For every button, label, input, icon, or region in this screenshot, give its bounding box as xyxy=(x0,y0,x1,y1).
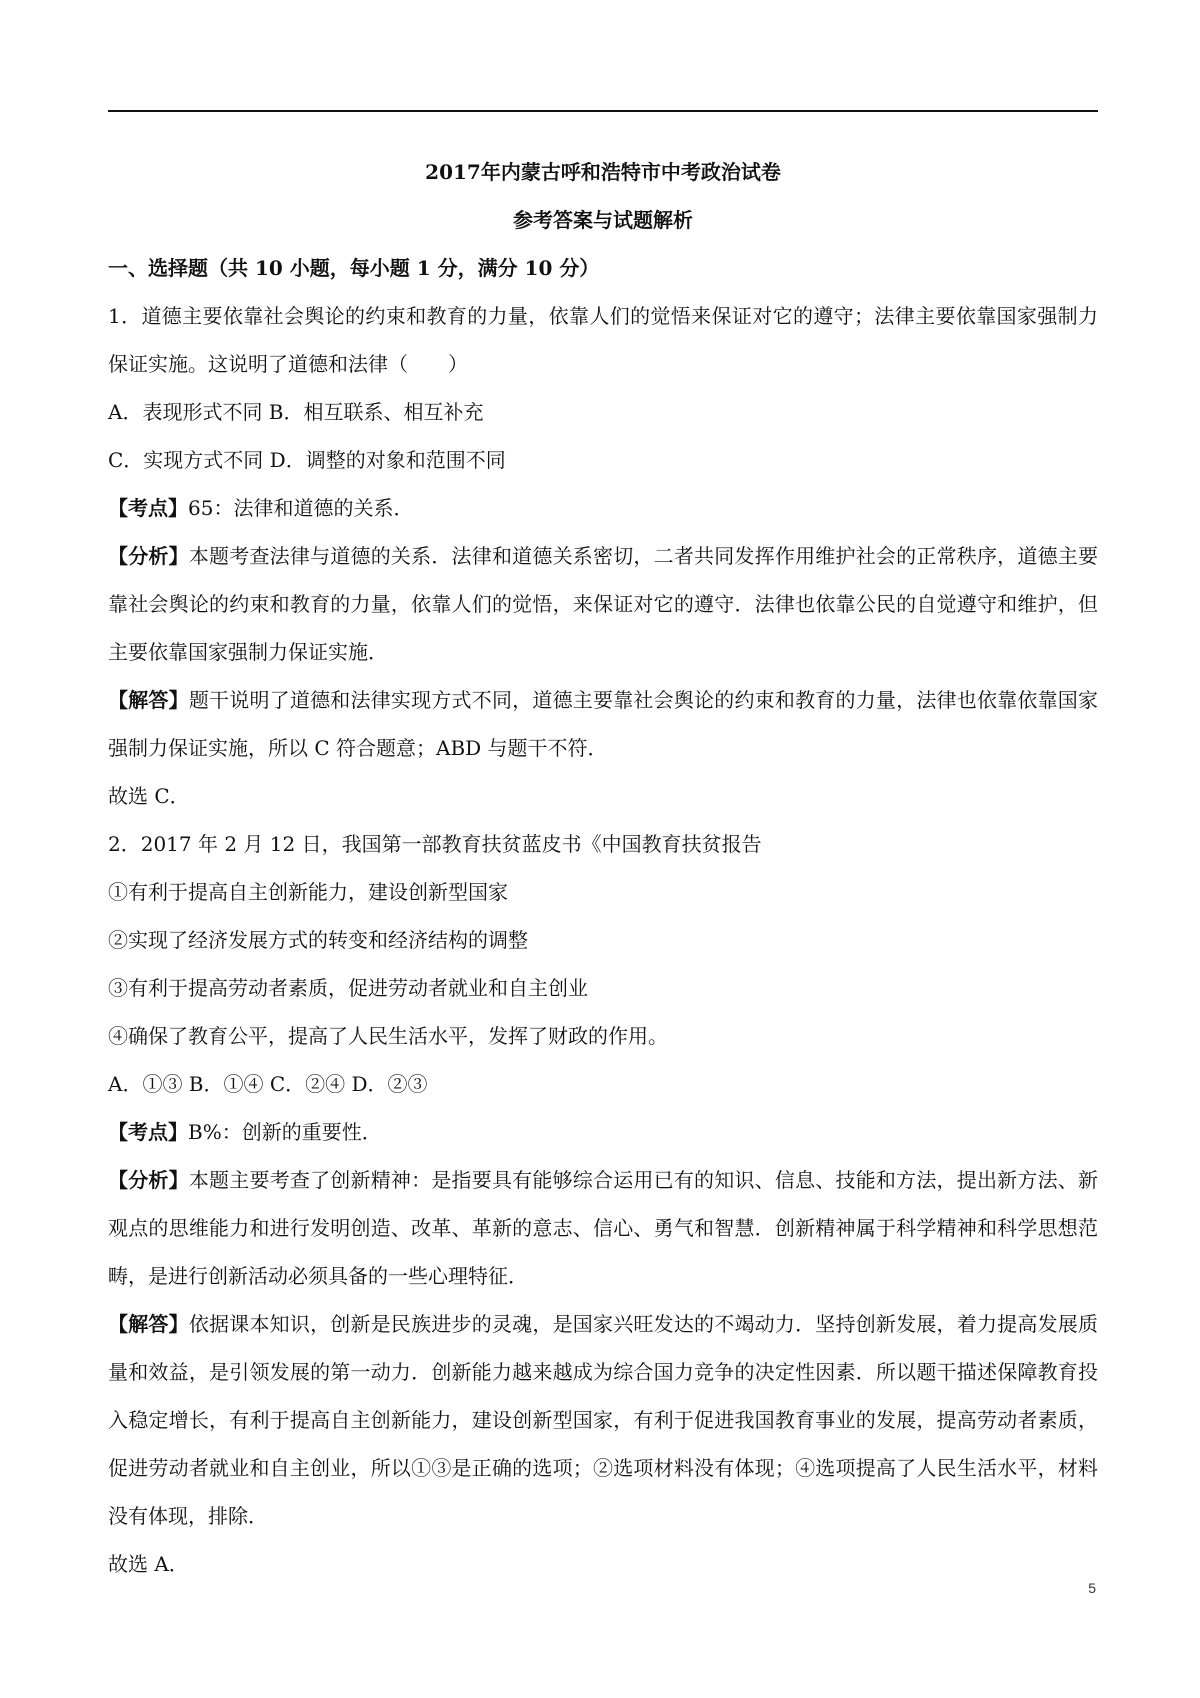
question-2-item-2: ②实现了经济发展方式的转变和经济结构的调整 xyxy=(108,928,528,952)
question-2-stem: 2．2017 年 2 月 12 日，我国第一部教育扶贫蓝皮书《中国教育扶贫报告 xyxy=(108,832,762,856)
question-1-stem: 1．道德主要依靠社会舆论的约束和教育的力量，依靠人们的觉悟来保证对它的遵守；法律主要依靠国家强制力保证实施。这说明了道德和法律（ ） xyxy=(108,304,1098,376)
document-body xyxy=(108,148,1098,1588)
question-1-point xyxy=(108,484,1098,532)
point-tag: 【考点】 xyxy=(108,496,188,520)
question-2-options: A．①③ B．①④ C．②④ D．②③ xyxy=(108,1072,428,1096)
question-1-options-cd: C．实现方式不同 D．调整的对象和范围不同 xyxy=(108,448,506,472)
question-2-point xyxy=(108,1108,1098,1156)
question-2-choice: 故选 A． xyxy=(108,1552,189,1576)
question-1-analysis xyxy=(108,532,1098,676)
analysis-tag: 【分析】 xyxy=(108,1168,189,1192)
header-rule xyxy=(108,110,1098,112)
question-2 xyxy=(108,820,1098,1588)
question-1-choice: 故选 C． xyxy=(108,784,190,808)
question-2-analysis xyxy=(108,1156,1098,1300)
question-1-options-ab: A．表现形式不同 B．相互联系、相互补充 xyxy=(108,400,484,424)
analysis-text: 本题考查法律与道德的关系．法律和道德关系密切，二者共同发挥作用维护社会的正常秩序，道德主要靠社会舆论的约束和教育的力量，依靠人们的觉悟，来保证对它的遵守．法律也依靠公民的自觉遵守和维护，但主要依靠国家强制力保证实施． xyxy=(108,544,1099,664)
analysis-tag: 【分析】 xyxy=(108,544,189,568)
answer-text: 依据课本知识，创新是民族进步的灵魂，是国家兴旺发达的不竭动力．坚持创新发展，着力提高发展质量和效益，是引领发展的第一动力．创新能力越来越成为综合国力竞争的决定性因素．所以题干描述保障教育投入稳定增长，有利于提高自主创新能力，建设创新型国家，有利于促进我国教育事业的发展，提高劳动者素质，促进劳动者就业和自主创业，所以①③是正确的选项；②选项材料没有体现；④选项提高了人民生活水平，材料没有体现，排除． xyxy=(108,1312,1099,1528)
question-2-item-3: ③有利于提高劳动者素质，促进劳动者就业和自主创业 xyxy=(108,976,588,1000)
question-1-answer xyxy=(108,676,1098,772)
point-text: B%：创新的重要性． xyxy=(188,1120,382,1144)
document-title: 2017年内蒙古呼和浩特市中考政治试卷 xyxy=(425,160,781,184)
page-number: 5 xyxy=(1088,1580,1096,1596)
answer-tag: 【解答】 xyxy=(108,1312,189,1336)
answer-tag: 【解答】 xyxy=(108,688,189,712)
question-1 xyxy=(108,292,1098,820)
answer-text: 题干说明了道德和法律实现方式不同，道德主要靠社会舆论的约束和教育的力量，法律也依靠依靠国家强制力保证实施，所以 C 符合题意；ABD 与题干不符． xyxy=(108,688,1099,760)
question-2-item-1: ①有利于提高自主创新能力，建设创新型国家 xyxy=(108,880,508,904)
point-text: 65：法律和道德的关系． xyxy=(188,496,414,520)
question-2-item-4: ④确保了教育公平，提高了人民生活水平，发挥了财政的作用。 xyxy=(108,1024,668,1048)
section-heading: 一、选择题（共 10 小题，每小题 1 分，满分 10 分） xyxy=(108,256,600,280)
document-subtitle: 参考答案与试题解析 xyxy=(513,208,693,232)
point-tag: 【考点】 xyxy=(108,1120,188,1144)
analysis-text: 本题主要考查了创新精神：是指要具有能够综合运用已有的知识、信息、技能和方法，提出新方法、新观点的思维能力和进行发明创造、改革、革新的意志、信心、勇气和智慧．创新精神属于科学精神和科学思想范畴，是进行创新活动必须具备的一些心理特征． xyxy=(108,1168,1099,1288)
question-2-answer xyxy=(108,1300,1098,1540)
